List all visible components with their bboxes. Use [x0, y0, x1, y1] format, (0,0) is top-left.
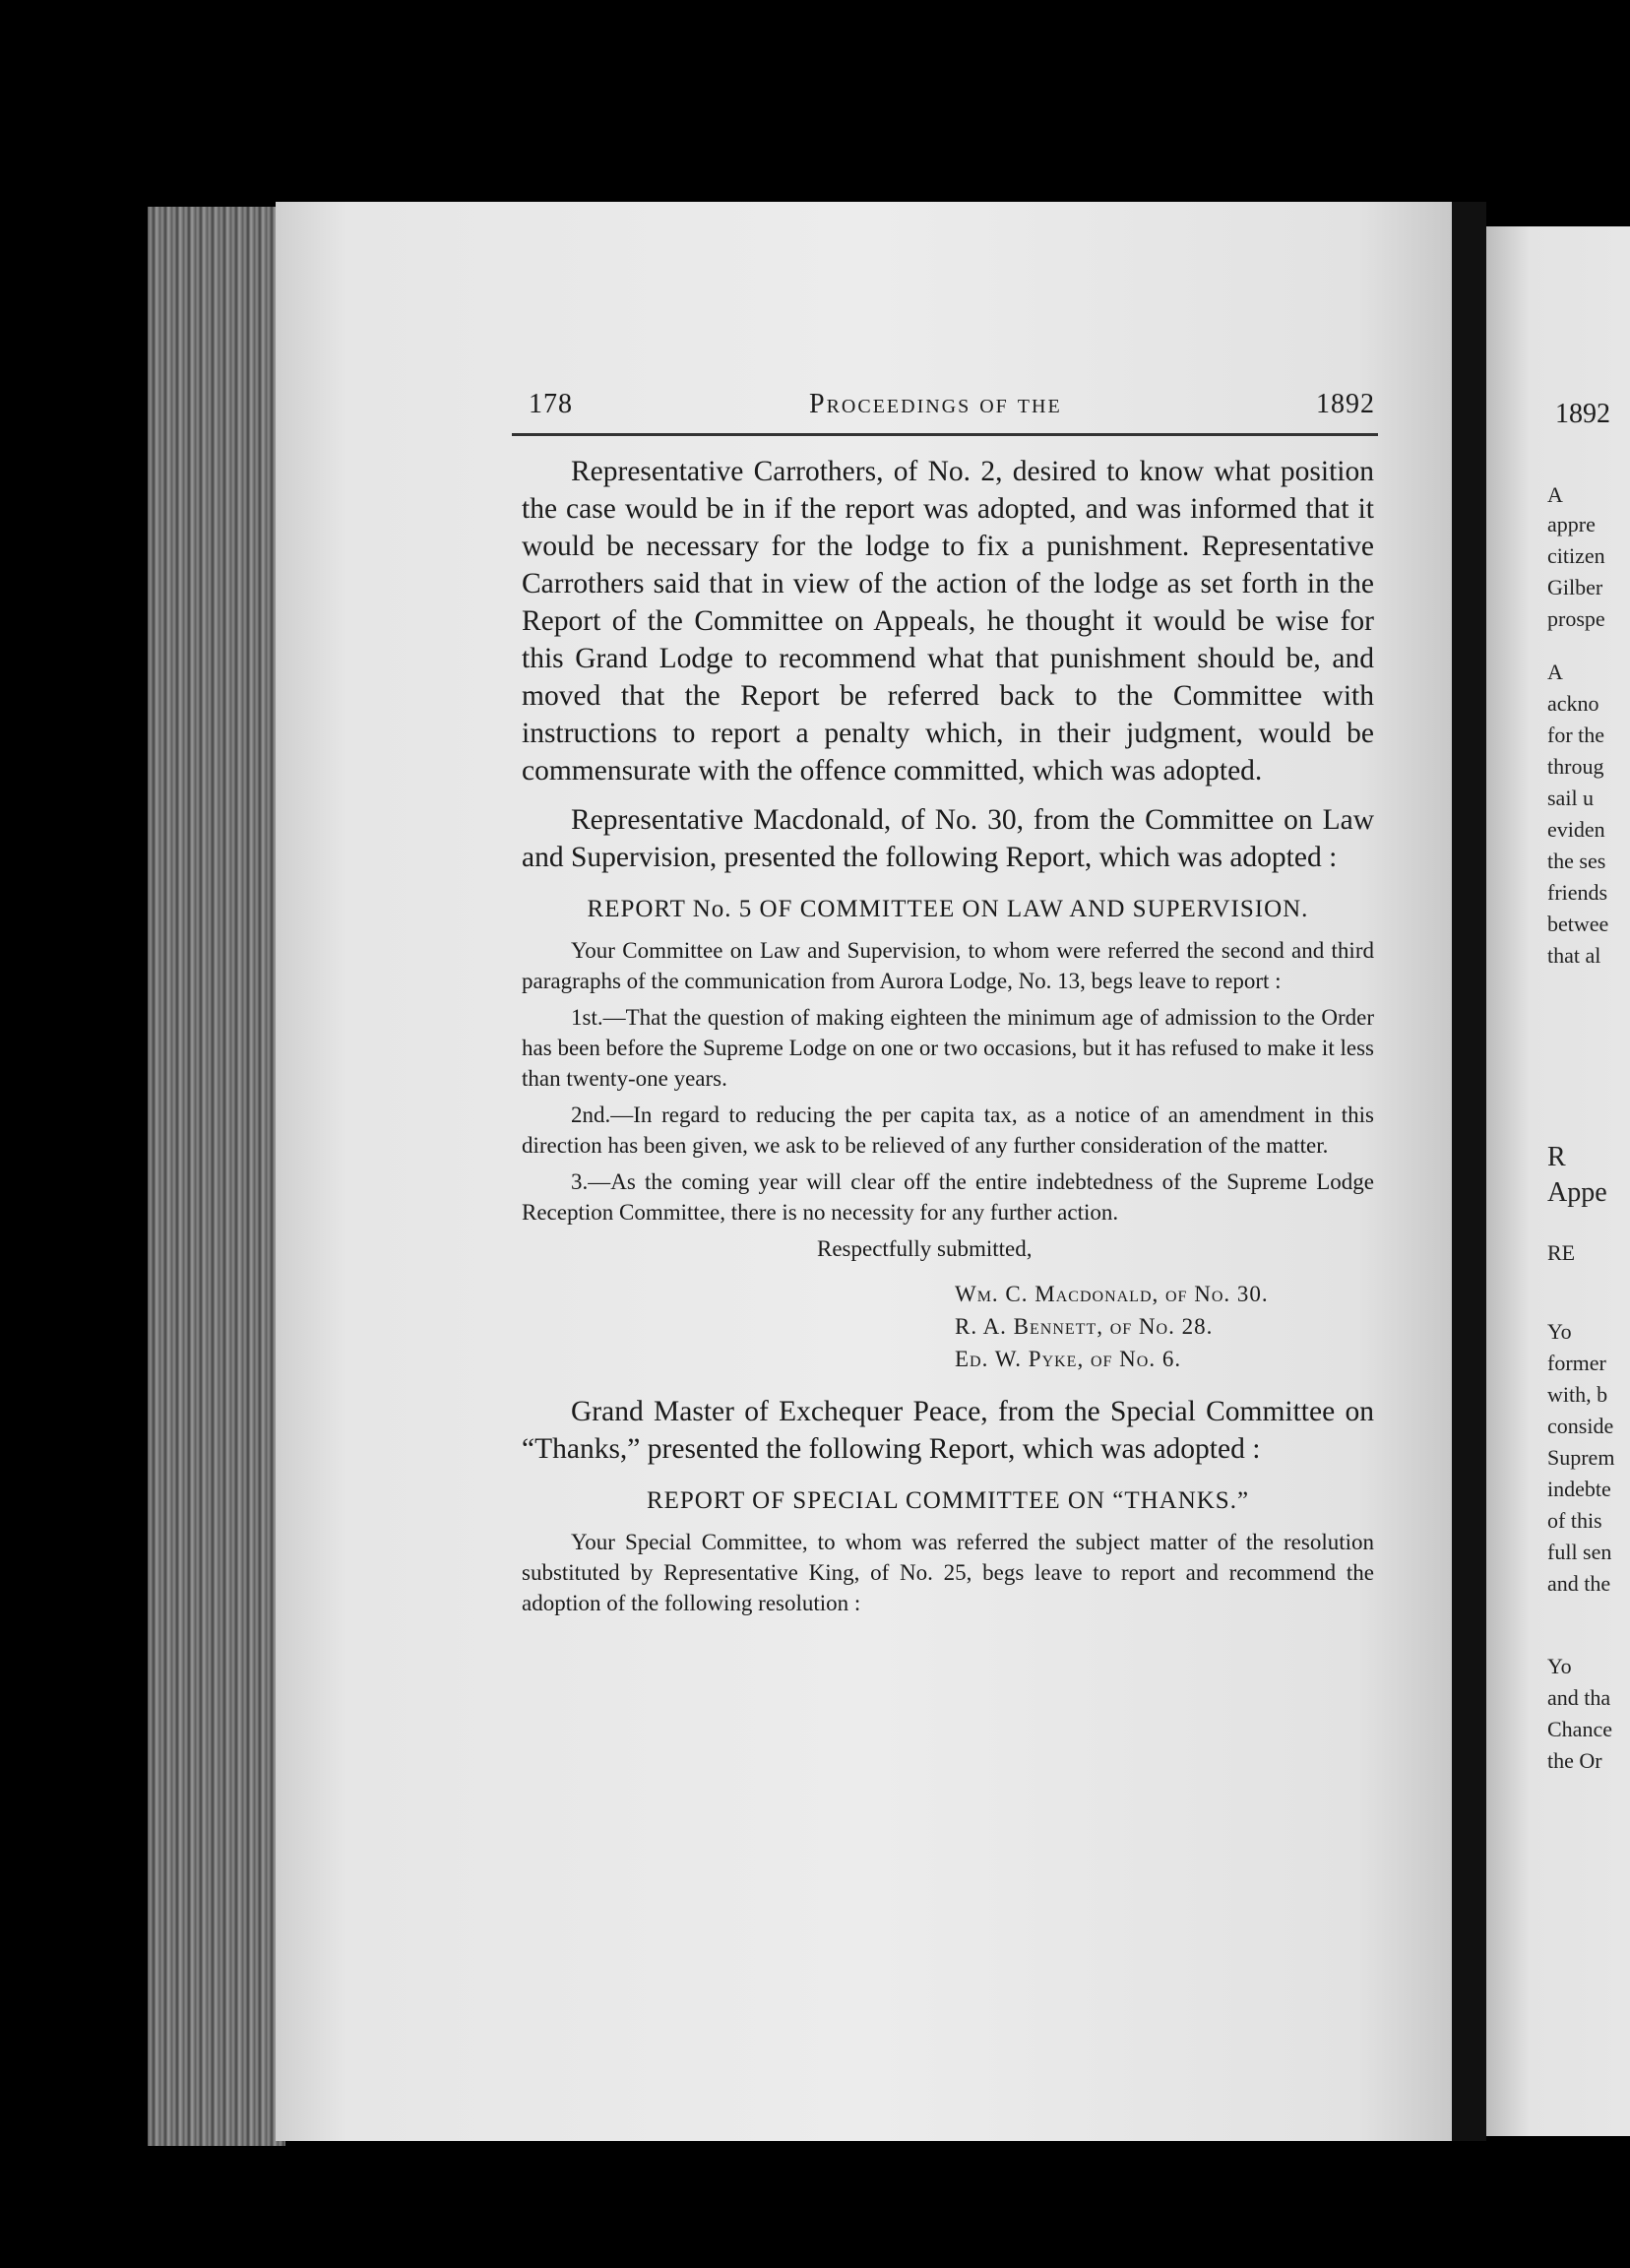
- adjacent-page-line: citizen: [1547, 543, 1605, 568]
- adjacent-page-line: former: [1547, 1351, 1606, 1375]
- adjacent-page-line: sail u: [1547, 786, 1595, 810]
- adjacent-page-line: the ses: [1547, 849, 1606, 873]
- signatory: R. A. Bennett, of No. 28.: [955, 1314, 1214, 1339]
- report-thanks-intro: Your Special Committee, to whom was referred the subject matter of the resolution substituted by Representative King, of No. 25, begs leave to report and recommend the adoption of the following resolution :: [522, 1530, 1374, 1615]
- adjacent-page-line: conside: [1547, 1414, 1614, 1438]
- signatory: Ed. W. Pyke, of No. 6.: [955, 1347, 1182, 1371]
- adjacent-page-line: that al: [1547, 943, 1601, 968]
- adjacent-page-line: Yo: [1547, 1319, 1572, 1344]
- report-5-item-1: 1st.—That the question of making eighteen the minimum age of admission to the Order has been before the Supreme Lodge on one or two occasions, but it has refused to make it less than twenty-one years.: [522, 1005, 1374, 1091]
- adjacent-page-line: Yo: [1547, 1654, 1572, 1678]
- report-5-closing: Respectfully submitted,: [817, 1236, 1033, 1261]
- header-rule: [512, 433, 1378, 436]
- adjacent-page-line: of this: [1547, 1508, 1602, 1533]
- paragraph-carrothers: Representative Carrothers, of No. 2, desired to know what position the case would be in if the report was adopted, and was informed that it would be necessary for the lodge to fix a punishment. Representative Carrothers said that in view of the action of the lodge as set forth in the Report of the Committee on Appeals, he thought it would be wise for this Grand Lodge to recommend what that punishment should be, and moved that the Report be referred back to the Committee with instructions to report a penalty which, in their judgment, would be commensurate with the offence committed, which was adopted.: [522, 456, 1374, 787]
- report-5-item-3: 3.—As the coming year will clear off the entire indebtedness of the Supreme Lodge Reception Committee, there is no necessity for any further action.: [522, 1169, 1374, 1225]
- adjacent-page-line: ackno: [1547, 691, 1599, 716]
- adjacent-page-line: RE: [1547, 1240, 1576, 1265]
- adjacent-page-line: throug: [1547, 754, 1604, 779]
- adjacent-page-line: indebte: [1547, 1477, 1611, 1501]
- report-5-item-2: 2nd.—In regard to reducing the per capita tax, as a notice of an amendment in this direction has been given, we ask to be relieved of any further consideration of the matter.: [522, 1102, 1374, 1158]
- adjacent-page-line: and tha: [1547, 1685, 1611, 1710]
- adjacent-page-line: A: [1547, 482, 1563, 507]
- running-title: Proceedings of the: [809, 389, 1062, 419]
- adjacent-page-line: for the: [1547, 723, 1605, 747]
- adjacent-page-line: Chance: [1547, 1717, 1612, 1741]
- adjacent-page-line: friends: [1547, 880, 1608, 905]
- adjacent-page-line: A: [1547, 660, 1563, 684]
- adjacent-page-line: the Or: [1547, 1748, 1602, 1773]
- adjacent-page-line: betwee: [1547, 912, 1609, 936]
- adjacent-page-line: Appe: [1547, 1177, 1607, 1208]
- adjacent-page-line: prospe: [1547, 606, 1605, 631]
- header-year: 1892: [1316, 389, 1375, 419]
- page-body: [522, 453, 1374, 1618]
- report-5-signatories: [955, 1278, 1374, 1375]
- running-header: [529, 389, 1375, 428]
- report-5-title: REPORT No. 5 OF COMMITTEE ON LAW AND SUPERVISION.: [587, 896, 1309, 922]
- adjacent-page-line: with, b: [1547, 1382, 1608, 1407]
- signatory: Wm. C. Macdonald, of No. 30.: [955, 1282, 1269, 1306]
- adjacent-page-line: appre: [1547, 512, 1596, 536]
- adjacent-page-fragment: [1486, 226, 1630, 2136]
- adjacent-page-line: Gilber: [1547, 575, 1603, 599]
- adjacent-page-year: 1892: [1555, 399, 1610, 429]
- adjacent-page-line: full sen: [1547, 1540, 1612, 1564]
- adjacent-page-line: and the: [1547, 1571, 1611, 1596]
- adjacent-page-line: eviden: [1547, 817, 1605, 842]
- page-number: 178: [529, 389, 573, 419]
- report-5-intro: Your Committee on Law and Supervision, to whom were referred the second and third paragraphs of the communication from Aurora Lodge, No. 13, begs leave to report :: [522, 938, 1374, 993]
- paragraph-thanks: Grand Master of Exchequer Peace, from the Special Committee on “Thanks,” presented the following Report, which was adopted :: [522, 1396, 1374, 1465]
- adjacent-page-line: R: [1547, 1142, 1566, 1172]
- book-gutter: [1452, 202, 1486, 2141]
- book-page-edges: [148, 207, 285, 2146]
- adjacent-page-line: Suprem: [1547, 1445, 1615, 1470]
- paragraph-macdonald: Representative Macdonald, of No. 30, from the Committee on Law and Supervision, presented the following Report, which was adopted :: [522, 804, 1374, 873]
- report-thanks-title: REPORT OF SPECIAL COMMITTEE ON “THANKS.”: [646, 1487, 1250, 1514]
